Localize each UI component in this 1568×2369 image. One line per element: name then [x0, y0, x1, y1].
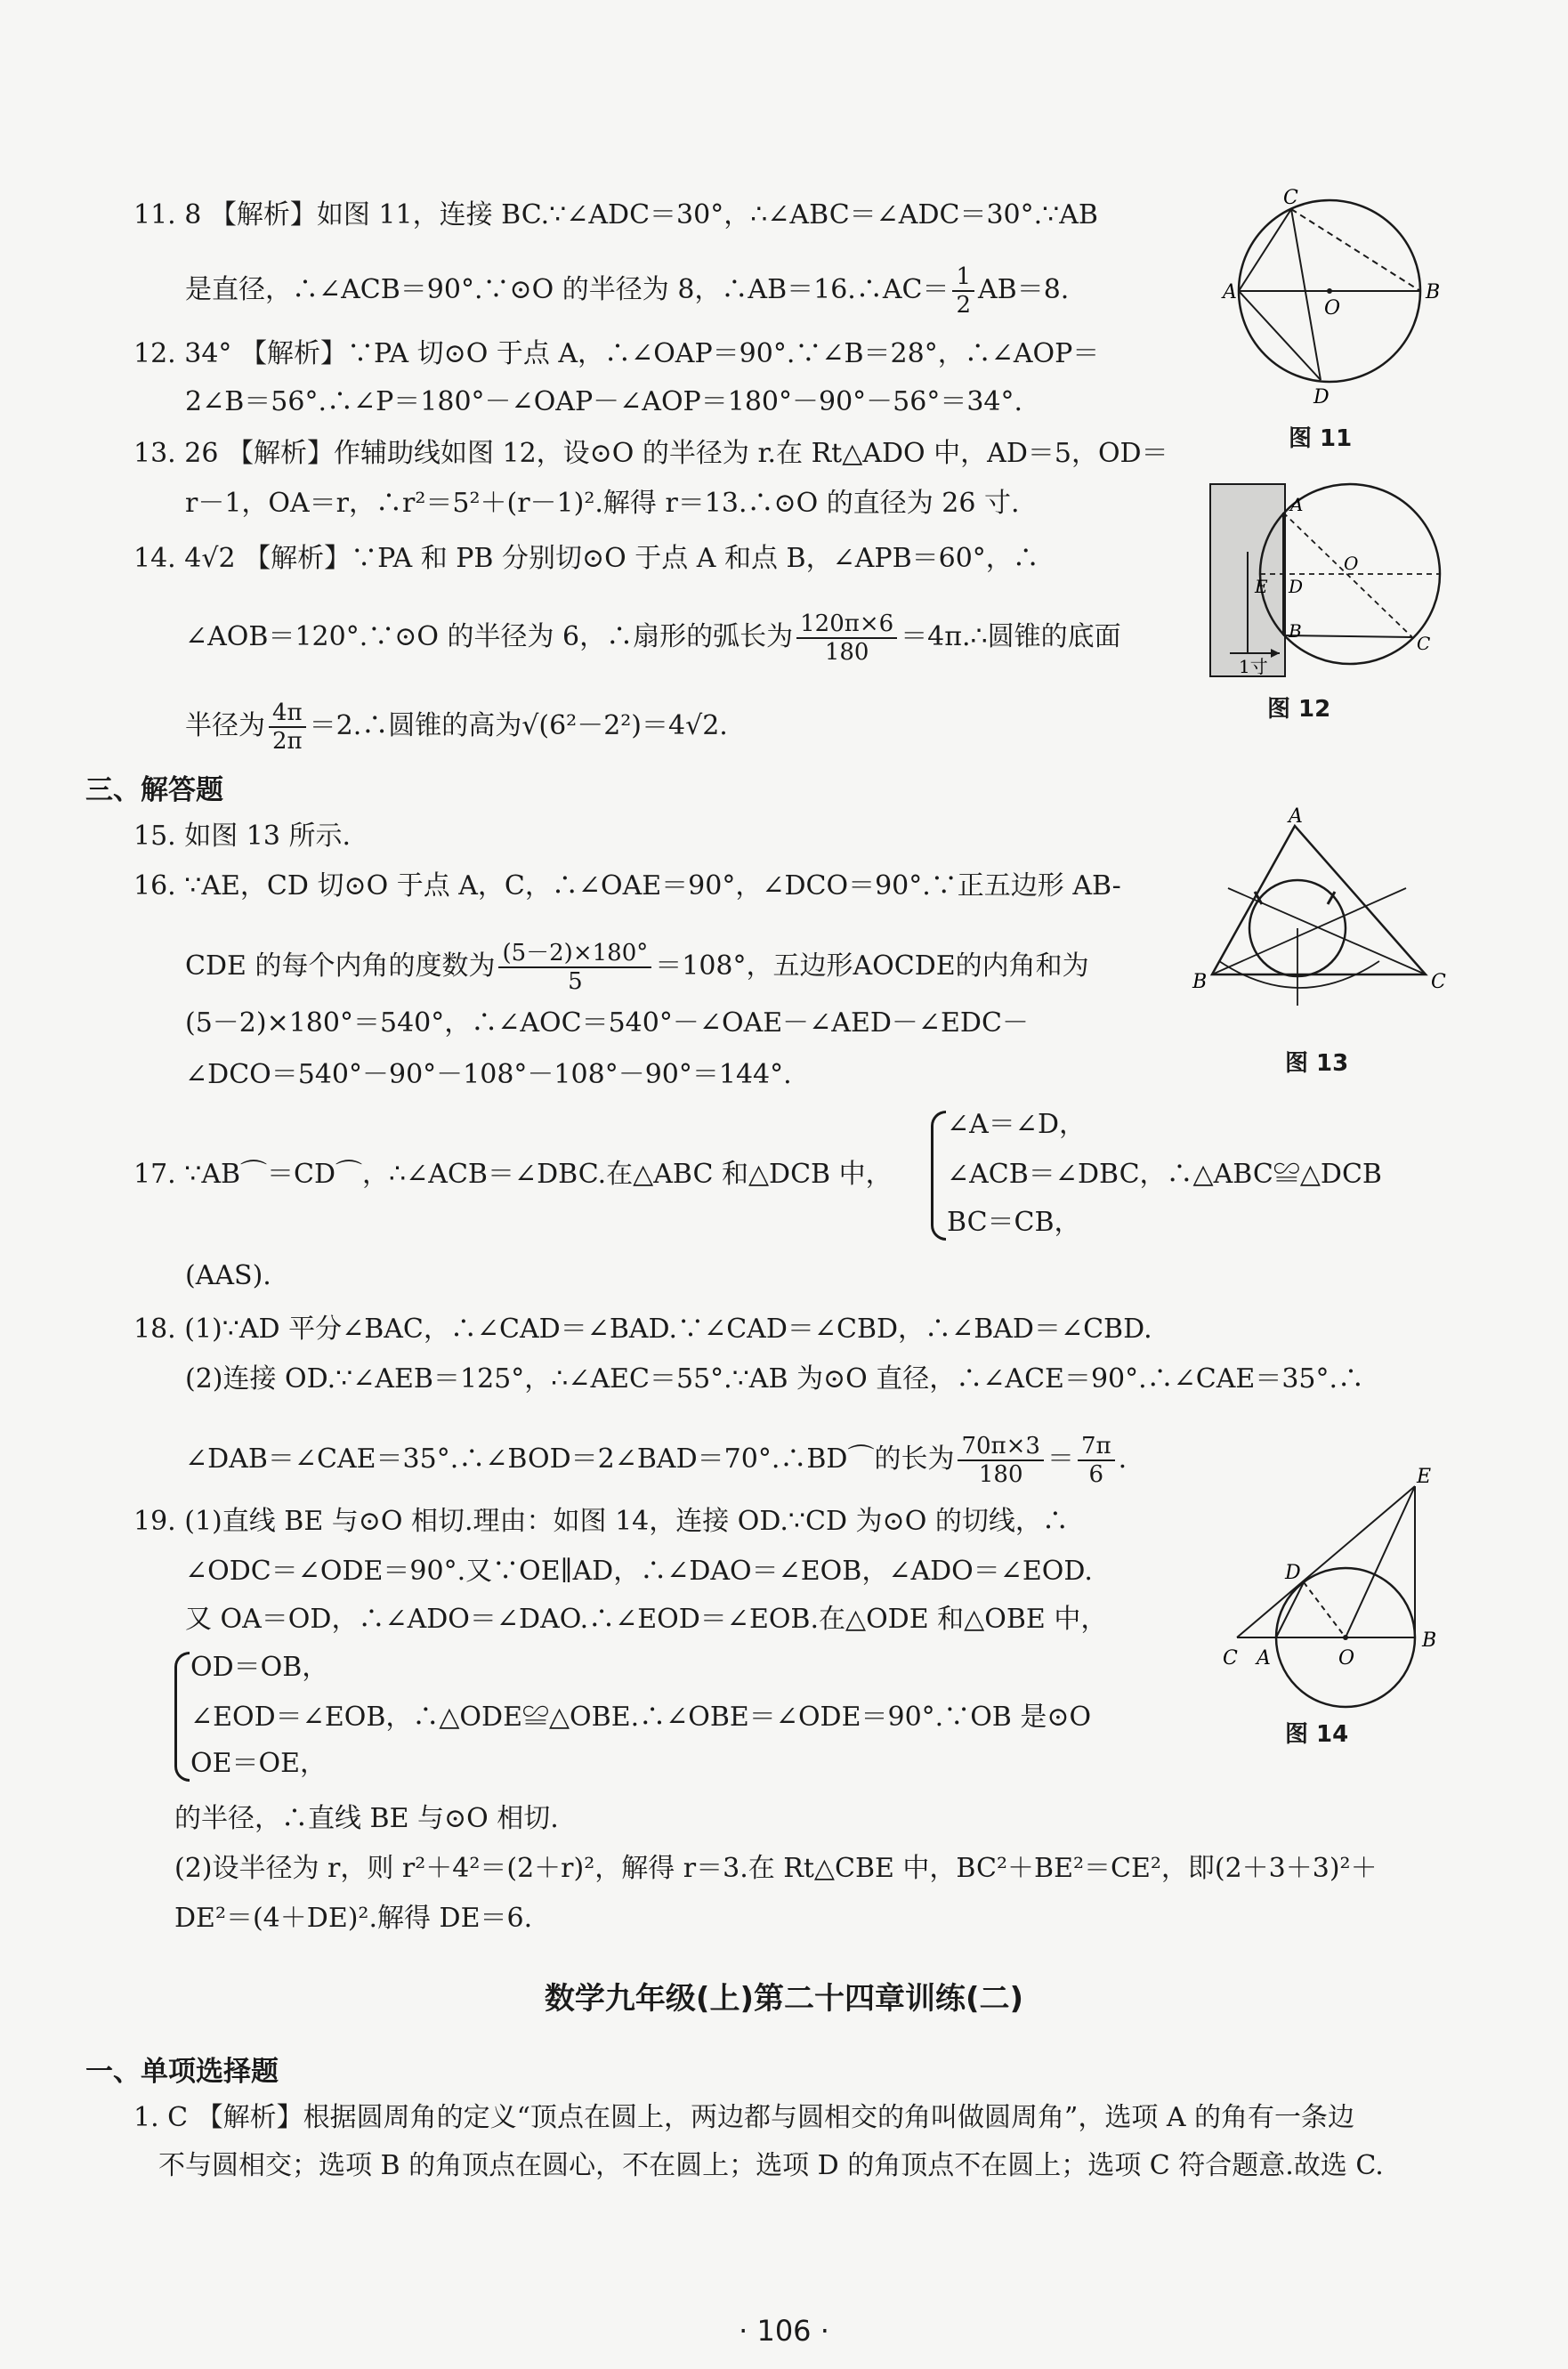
section-heading-solutions: 三、解答题	[85, 774, 223, 806]
fig13-bisector-b	[1212, 888, 1406, 974]
q16-line2	[185, 940, 1089, 995]
fig12-label-c: C	[1417, 633, 1431, 654]
page-number: · 106 ·	[739, 2314, 829, 2348]
q19-line5: (2)设半径为 r，则 r²＋4²＝(2＋r)²，解得 r＝3.在 Rt△CBE 中，BC²＋BE²＝CE²，即(2＋3＋3)²＋	[174, 1853, 1378, 1884]
q14-line3	[185, 699, 728, 755]
fig14-label-d: D	[1285, 1562, 1301, 1584]
q16-line4: ∠DCO＝540°－90°－108°－108°－90°＝144°.	[185, 1059, 792, 1090]
fig13-caption: 图 13	[1285, 1050, 1349, 1077]
fig11-label-d: D	[1313, 386, 1330, 408]
fig14-line-od	[1304, 1582, 1346, 1637]
fig14-tangent-ce	[1237, 1486, 1415, 1637]
q16-fraction	[498, 940, 651, 995]
q17-system-line3: BC＝CB，	[947, 1207, 1081, 1238]
fig14-label-a: A	[1257, 1647, 1271, 1670]
q17-brace	[931, 1111, 946, 1241]
q17-system-line1: ∠A＝∠D，	[947, 1109, 1086, 1140]
q14-fraction-arc	[796, 610, 897, 666]
fig13-bisector-c	[1228, 888, 1426, 974]
q16-line2-text: CDE 的每个内角的度数为	[185, 950, 496, 982]
fig11-chord-cd	[1291, 209, 1321, 380]
fig11-caption: 图 11	[1289, 425, 1353, 452]
figure-11	[1223, 187, 1447, 408]
q14-line1: 14. 4√2 【解析】∵PA 和 PB 分别切⊙O 于点 A 和点 B，∠APB＝60°，∴	[133, 543, 1039, 574]
q17-line2: (AAS).	[185, 1260, 271, 1291]
fig13-label-c: C	[1431, 971, 1446, 993]
fig12-label-d: D	[1289, 576, 1304, 597]
q14-fraction-radius	[269, 699, 306, 755]
q18-line3	[185, 1433, 1127, 1488]
q14-line2-tail: ＝4π.∴圆锥的底面	[901, 621, 1121, 652]
figure-12	[1203, 481, 1443, 681]
q18-frac2-num: 7π	[1078, 1433, 1115, 1461]
q12-line1: 12. 34° 【解析】∵PA 切⊙O 于点 A，∴∠OAP＝90°.∵∠B＝28°，∴∠AOP＝	[133, 338, 1100, 369]
fig11-chord-ac	[1239, 209, 1291, 291]
q13-line2: r－1，OA＝r，∴r²＝5²＋(r－1)².解得 r＝13.∴⊙O 的直径为 26 寸.	[185, 488, 1020, 519]
q18-line1: 18. (1)∵AD 平分∠BAC，∴∠CAD＝∠BAD.∵∠CAD＝∠CBD，∴∠BAD＝∠CBD.	[133, 1314, 1152, 1345]
fig14-center	[1343, 1635, 1348, 1640]
q14-line3-tail: ＝2.∴圆锥的高为√(6²－2²)＝4√2.	[309, 710, 728, 741]
q17-system-line2: ∠ACB＝∠DBC，∴△ABC≌△DCB	[947, 1159, 1382, 1190]
fig12-label-e: E	[1255, 576, 1268, 597]
fig11-label-c: C	[1283, 187, 1298, 209]
chapter-title: 数学九年级(上)第二十四章训练(二)	[544, 1981, 1024, 2017]
q13-line1: 13. 26 【解析】作辅助线如图 12，设⊙O 的半径为 r.在 Rt△ADO 中，AD＝5，OD＝	[133, 438, 1168, 469]
q19-system-line2: ∠EOD＝∠EOB，∴△ODE≌△OBE.∴∠OBE＝∠ODE＝90°.∵OB 是⊙O	[190, 1702, 1092, 1733]
q16-line3: (5－2)×180°＝540°，∴∠AOC＝540°－∠OAE－∠AED－∠EDC－	[185, 1007, 1029, 1039]
figure-14	[1219, 1468, 1451, 1700]
q16-line2-tail: ＝108°，五边形AOCDE的内角和为	[655, 950, 1089, 982]
q11-line2	[185, 263, 1069, 319]
fig14-label-c: C	[1223, 1647, 1238, 1670]
fig12-line-bc	[1283, 635, 1412, 637]
p1-line2: 不与圆相交；选项 B 的角顶点在圆心，不在圆上；选项 D 的角顶点不在圆上；选项 C 符合题意.故选 C.	[158, 2150, 1384, 2181]
q11-fraction	[952, 263, 974, 319]
q14-frac1-num: 120π×6	[796, 610, 897, 639]
q11-line2-tail: AB＝8.	[978, 274, 1070, 305]
fig14-label-o: O	[1338, 1647, 1355, 1670]
fig12-caption: 图 12	[1267, 696, 1331, 723]
fig12-line-ac	[1283, 513, 1412, 637]
fig14-label-e: E	[1417, 1466, 1432, 1488]
q19-line1: 19. (1)直线 BE 与⊙O 相切.理由：如图 14，连接 OD.∵CD 为⊙O 的切线，∴	[133, 1506, 1069, 1537]
q19-line4: 的半径，∴直线 BE 与⊙O 相切.	[174, 1803, 559, 1834]
fig14-line-ad	[1276, 1582, 1304, 1637]
q14-line2	[185, 610, 1121, 666]
q19-line6: DE²＝(4＋DE)².解得 DE＝6.	[174, 1903, 533, 1934]
fig14-caption: 图 14	[1285, 1721, 1349, 1748]
fig13-label-b: B	[1192, 971, 1208, 993]
fig12-label-o: O	[1344, 553, 1359, 574]
q15-line: 15. 如图 13 所示.	[133, 821, 352, 852]
fig11-label-b: B	[1426, 281, 1441, 303]
section-heading-single-choice: 一、单项选择题	[85, 2056, 279, 2088]
q11-line1: 11. 8 【解析】如图 11，连接 BC.∵∠ADC＝30°，∴∠ABC＝∠ADC＝30°.∵AB	[133, 199, 1098, 230]
fig12-label-1cun: 1寸	[1239, 656, 1268, 677]
q16-frac-den: 5	[568, 968, 583, 995]
q18-frac1-num: 70π×3	[958, 1433, 1044, 1461]
fig13-triangle	[1212, 826, 1426, 974]
q19-system-line3: OE＝OE，	[190, 1748, 327, 1779]
q19-system-line1: OD＝OB，	[190, 1652, 329, 1683]
q12-line2: 2∠B＝56°.∴∠P＝180°－∠OAP－∠AOP＝180°－90°－56°＝34°.	[185, 386, 1023, 417]
p1-line1: 1. C 【解析】根据圆周角的定义“顶点在圆上，两边都与圆相交的角叫做圆周角”，选项 A 的角有一条边	[133, 2102, 1355, 2133]
q19-line2: ∠ODC＝∠ODE＝90°.又∵OE∥AD，∴∠DAO＝∠EOB，∠ADO＝∠EOD.	[185, 1556, 1093, 1587]
q17-line1: 17. ∵AB⌒＝CD⌒，∴∠ACB＝∠DBC.在△ABC 和△DCB 中，	[133, 1159, 893, 1190]
q11-frac-den: 2	[956, 292, 971, 319]
q18-fraction-1	[958, 1433, 1044, 1488]
q14-line2-text: ∠AOB＝120°.∵⊙O 的半径为 6，∴扇形的弧长为	[185, 621, 794, 652]
fig11-label-o: O	[1324, 297, 1341, 319]
q18-frac2-den: 6	[1088, 1461, 1104, 1488]
fig12-label-a: A	[1290, 494, 1304, 515]
fig13-label-a: A	[1289, 805, 1303, 828]
q19-line3: 又 OA＝OD，∴∠ADO＝∠DAO.∴∠EOD＝∠EOB.在△ODE 和△OBE 中，	[185, 1604, 1108, 1635]
q16-line1: 16. ∵AE，CD 切⊙O 于点 A，C，∴∠OAE＝90°，∠DCO＝90°.∵正五边形 AB-	[133, 870, 1121, 902]
fig11-center	[1327, 288, 1332, 294]
q14-frac2-num: 4π	[269, 699, 306, 728]
fig12-label-b: B	[1289, 620, 1302, 642]
q11-frac-num: 1	[952, 263, 974, 292]
q14-line3-text: 半径为	[185, 710, 265, 741]
q16-frac-num: (5－2)×180°	[498, 940, 651, 968]
q18-line3-text: ∠DAB＝∠CAE＝35°.∴∠BOD＝2∠BAD＝70°.∴BD⌒的长为	[185, 1443, 955, 1475]
q14-frac1-den: 180	[824, 639, 869, 666]
q18-line3-tail: .	[1118, 1443, 1128, 1475]
q18-line2: (2)连接 OD.∵∠AEB＝125°，∴∠AEC＝55°.∵AB 为⊙O 直径，∴∠ACE＝90°.∴∠CAE＝35°.∴	[185, 1363, 1365, 1395]
fig11-label-a: A	[1223, 281, 1237, 303]
q18-frac1-den: 180	[978, 1461, 1023, 1488]
figure-13	[1192, 805, 1451, 1015]
fig14-label-b: B	[1422, 1629, 1437, 1652]
q14-frac2-den: 2π	[272, 728, 303, 755]
q18-equals: ＝	[1047, 1443, 1074, 1475]
q11-line2-text: 是直径，∴∠ACB＝90°.∵⊙O 的半径为 8，∴AB＝16.∴AC＝	[185, 274, 950, 305]
fig11-chord-cb	[1291, 209, 1420, 291]
q18-fraction-2	[1078, 1433, 1115, 1488]
fig14-line-oe	[1346, 1486, 1415, 1637]
q19-brace	[174, 1652, 190, 1782]
